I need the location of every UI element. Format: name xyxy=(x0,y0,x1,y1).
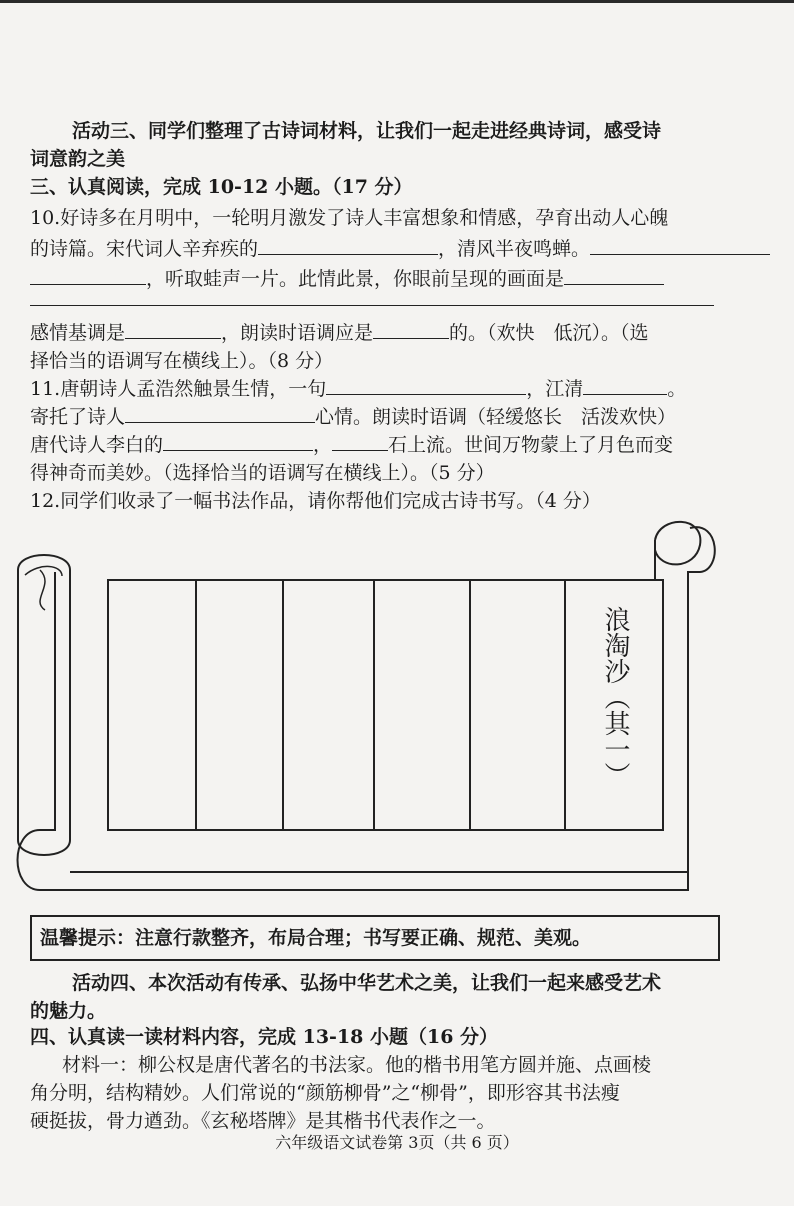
activity4-line1: 活动四、本次活动有传承、弘扬中华艺术之美，让我们一起来感受艺术 xyxy=(72,972,662,994)
activity3-line1: 活动三、同学们整理了古诗词材料，让我们一起走进经典诗词，感受诗 xyxy=(72,120,662,142)
writing-column[interactable] xyxy=(198,582,282,828)
q11-line-d: 得神奇而美妙。（选择恰当的语调写在横线上）。（5 分） xyxy=(30,462,495,484)
q10-b-text1: 的诗篇。宋代词人辛弃疾的 xyxy=(30,238,259,260)
q11-b-text1: 寄托了诗人 xyxy=(30,406,126,428)
q10-blank-1[interactable] xyxy=(258,236,438,255)
q10-d-text3: 的。（欢快 低沉）。（选 xyxy=(449,322,649,344)
calligraphy-title-block xyxy=(600,606,630,788)
q11-blank-1[interactable] xyxy=(326,376,526,395)
tip-text: 温馨提示：注意行款整齐，布局合理；书写要正确、规范、美观。 xyxy=(40,927,592,949)
writing-column[interactable] xyxy=(110,582,196,828)
q11-a-text3: 。 xyxy=(667,378,687,400)
q11-blank-4[interactable] xyxy=(163,432,313,451)
activity3-line2: 词意韵之美 xyxy=(30,148,126,170)
q12-text: 12.同学们收录了一幅书法作品，请你帮他们完成古诗书写。（4 分） xyxy=(30,490,601,512)
q11-blank-2[interactable] xyxy=(583,376,667,395)
q10-line-c xyxy=(30,266,664,292)
material1-line1: 材料一：柳公权是唐代著名的书法家。他的楷书用笔方圆并施、点画棱 xyxy=(62,1054,652,1076)
q11-b-text2: 心情。朗读时语调（轻缓悠长 活泼欢快） xyxy=(315,406,677,428)
page-top-edge xyxy=(0,0,794,3)
q10-line-d xyxy=(30,320,649,346)
page-footer: 六年级语文试卷第 3页（共 6 页） xyxy=(275,1133,519,1152)
material1-line2: 角分明，结构精妙。人们常说的“颜筋柳骨”之“柳骨”，即形容其书法瘦 xyxy=(30,1082,620,1104)
tip-box xyxy=(30,915,720,961)
q10-b-text2: ，清风半夜鸣蝉。 xyxy=(438,238,591,260)
q10-blank-3[interactable] xyxy=(30,266,146,285)
q11-line-c xyxy=(30,432,673,458)
q10-line-b xyxy=(30,236,770,262)
q11-a-text2: ，江清 xyxy=(526,378,584,400)
activity4-line2: 的魅力。 xyxy=(30,1000,107,1022)
q11-blank-3[interactable] xyxy=(125,404,315,423)
writing-column[interactable] xyxy=(285,582,373,828)
writing-column[interactable] xyxy=(376,582,469,828)
q11-line-b xyxy=(30,404,676,430)
calligraphy-title: 浪淘沙 xyxy=(600,606,630,684)
material1-line3: 硬挺拔，骨力遒劲。《玄秘塔牌》是其楷书代表作之一。 xyxy=(30,1110,496,1132)
scroll-left-curl-inner xyxy=(40,570,45,610)
q10-blank-6[interactable] xyxy=(373,320,449,339)
q10-blank-5[interactable] xyxy=(125,320,221,339)
section4-heading: 四、认真读一读材料内容，完成 13-18 小题（16 分） xyxy=(30,1026,499,1048)
scroll-left-roll xyxy=(18,555,70,855)
q10-blank-4[interactable] xyxy=(564,266,664,285)
calligraphy-subtitle: （其一） xyxy=(600,684,630,788)
q11-c-text2: ， xyxy=(313,434,333,456)
q10-d-text1: 感情基调是 xyxy=(30,322,126,344)
section3-heading: 三、认真阅读，完成 10-12 小题。（17 分） xyxy=(30,176,413,198)
q11-blank-5[interactable] xyxy=(332,432,388,451)
q11-c-text3: 石上流。世间万物蒙上了月色而变 xyxy=(388,434,674,456)
q10-blank-full-line[interactable] xyxy=(30,305,714,306)
q10-line-a: 10.好诗多在月明中，一轮明月激发了诗人丰富想象和情感，孕育出动人心魄 xyxy=(30,207,669,229)
q10-blank-2[interactable] xyxy=(590,236,770,255)
q10-c-text1: ，听取蛙声一片。此情此景，你眼前呈现的画面是 xyxy=(146,268,565,290)
q11-c-text1: 唐代诗人李白的 xyxy=(30,434,164,456)
q11-line-a xyxy=(30,376,686,402)
writing-column[interactable] xyxy=(472,582,564,828)
q10-d-text2: ，朗读时语调应是 xyxy=(221,322,374,344)
q10-line-e: 择恰当的语调写在横线上）。（8 分） xyxy=(30,350,334,372)
q11-a-text1: 11.唐朝诗人孟浩然触景生情，一句 xyxy=(30,378,327,400)
